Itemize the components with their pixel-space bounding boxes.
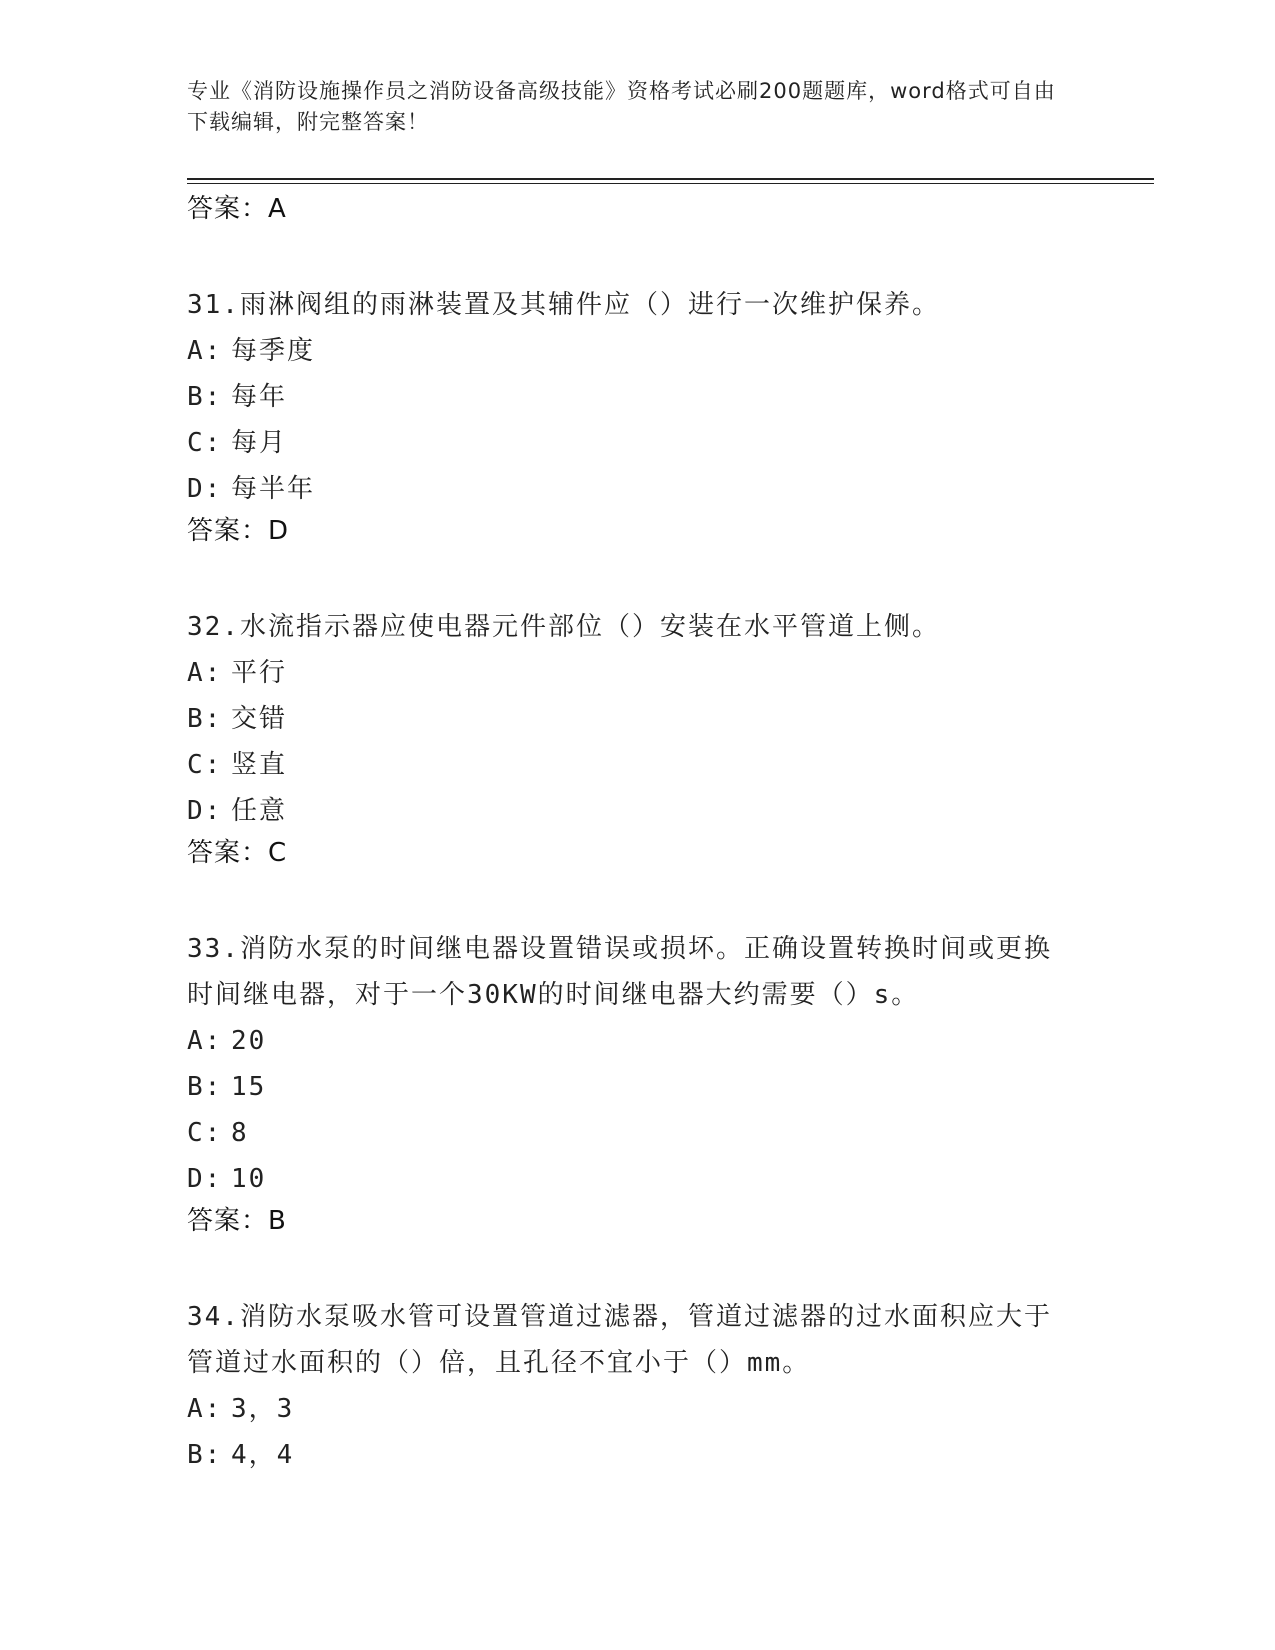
option-key: A: [187, 336, 223, 366]
question-stem: 34.消防水泵吸水管可设置管道过滤器，管道过滤器的过水面积应大于管道过水面积的（）倍，且孔径不宜小于（）mm。 [187, 1302, 1052, 1378]
option-b [187, 1432, 1087, 1478]
option-key: C: [187, 750, 223, 780]
question-item [187, 282, 1087, 548]
option-key: B: [187, 382, 223, 412]
option-text: 竖直 [231, 750, 288, 780]
option-text: 10 [231, 1164, 267, 1194]
option-text: 20 [231, 1026, 267, 1056]
option-d [187, 466, 1087, 512]
option-key: A: [187, 658, 223, 688]
option-text: 每年 [231, 382, 288, 412]
option-text: 任意 [231, 796, 288, 826]
option-text: 15 [231, 1072, 267, 1102]
option-key: B: [187, 1440, 223, 1470]
option-text: 每月 [231, 428, 288, 458]
option-key: A: [187, 1026, 223, 1056]
option-a [187, 1018, 1087, 1064]
answer-line: 答案：C [187, 838, 288, 868]
option-b [187, 696, 1087, 742]
option-c [187, 420, 1087, 466]
option-key: D: [187, 796, 223, 826]
option-a [187, 328, 1087, 374]
question-item [187, 926, 1087, 1238]
question-list [187, 192, 1087, 1478]
option-c [187, 742, 1087, 788]
question-stem: 33.消防水泵的时间继电器设置错误或损坏。正确设置转换时间或更换时间继电器，对于一个30KW的时间继电器大约需要（）s。 [187, 934, 1052, 1010]
option-key: B: [187, 704, 223, 734]
option-c [187, 1110, 1087, 1156]
option-key: B: [187, 1072, 223, 1102]
option-b [187, 374, 1087, 420]
option-d [187, 1156, 1087, 1202]
option-text: 每半年 [231, 474, 316, 504]
option-text: 8 [231, 1118, 249, 1148]
question-stem: 32.水流指示器应使电器元件部位（）安装在水平管道上侧。 [187, 612, 940, 642]
option-text: 4，4 [231, 1440, 295, 1470]
answer-line: 答案：B [187, 1206, 287, 1236]
answer-line: 答案：D [187, 516, 290, 546]
option-text: 交错 [231, 704, 288, 734]
option-key: C: [187, 428, 223, 458]
option-text: 每季度 [231, 336, 316, 366]
option-d [187, 788, 1087, 834]
option-text: 平行 [231, 658, 288, 688]
header-divider-thin [187, 183, 1154, 184]
question-stem: 31.雨淋阀组的雨淋装置及其辅件应（）进行一次维护保养。 [187, 290, 940, 320]
option-key: C: [187, 1118, 223, 1148]
option-b [187, 1064, 1087, 1110]
option-a [187, 1386, 1087, 1432]
option-a [187, 650, 1087, 696]
document-header-title: 专业《消防设施操作员之消防设备高级技能》资格考试必刷200题题库，word格式可自由下载编辑，附完整答案！ [187, 79, 1056, 134]
option-key: A: [187, 1394, 223, 1424]
option-key: D: [187, 474, 223, 504]
header-divider-thick [187, 178, 1154, 180]
answer-line: 答案：A [187, 194, 287, 224]
question-item [187, 1294, 1087, 1478]
option-key: D: [187, 1164, 223, 1194]
question-item [187, 604, 1087, 870]
option-text: 3，3 [231, 1394, 295, 1424]
